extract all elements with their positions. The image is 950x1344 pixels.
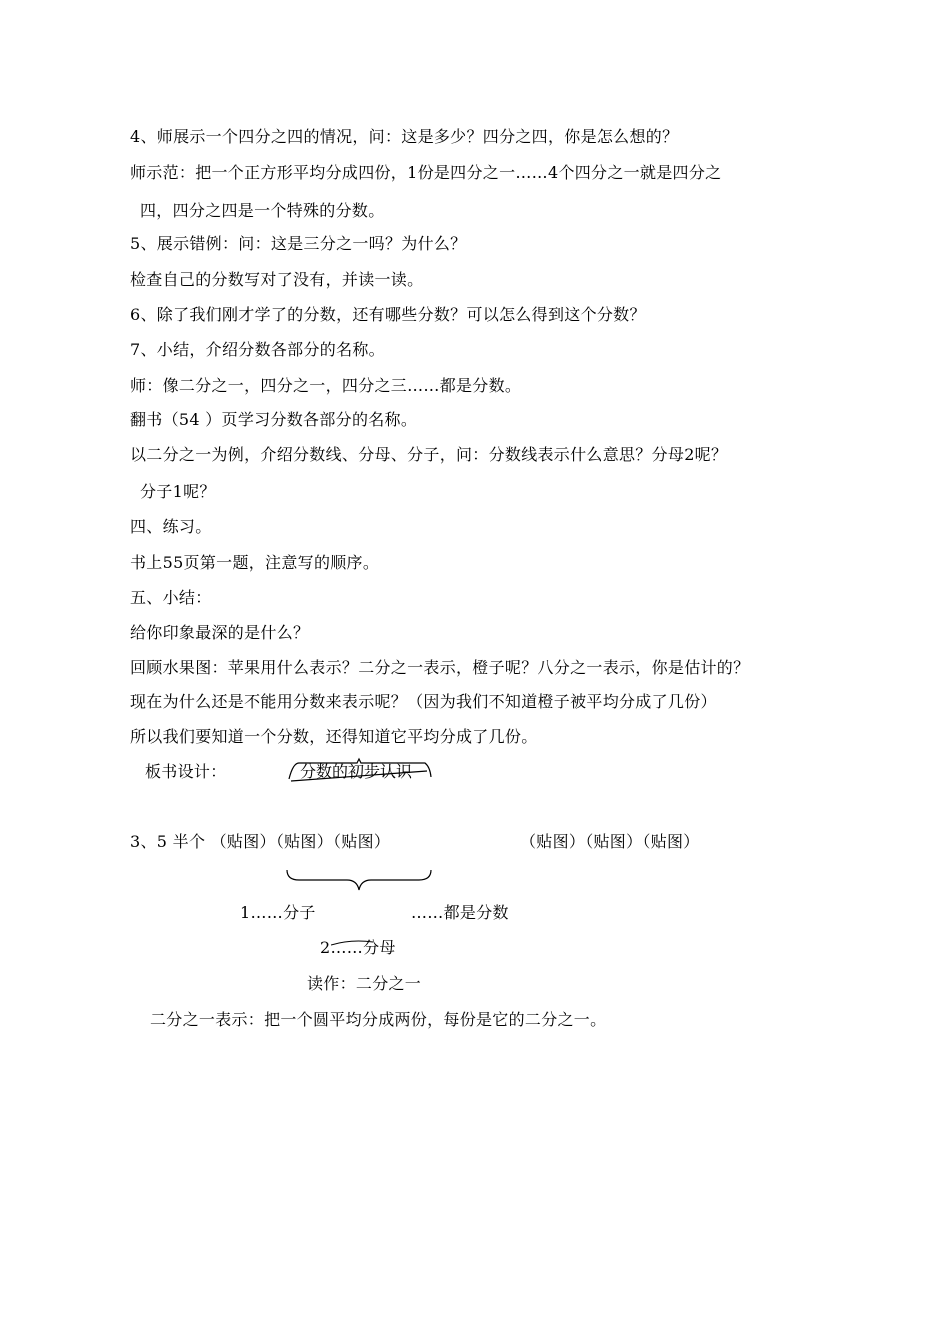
paragraph-step-4: 4、师展示一个四分之四的情况，问：这是多少？四分之四，你是怎么想的？ (130, 127, 679, 146)
paragraph-check: 检查自己的分数写对了没有，并读一读。 (130, 270, 424, 289)
paragraph-teacher-demo: 师示范：把一个正方形平均分成四份，1份是四分之一……4个四分之一就是四分之 (130, 163, 722, 182)
board-row-left: 3、5 半个 （贴图）（贴图）（贴图） (130, 832, 391, 851)
denominator-label: 2……分母 (320, 938, 396, 957)
paragraph-open-book: 翻书（54 ）页学习分数各部分的名称。 (130, 410, 418, 429)
board-label: 板书设计： (145, 762, 227, 781)
paragraph-example-half: 以二分之一为例，介绍分数线、分母、分子，问：分数线表示什么意思？分母2呢？ (130, 445, 728, 464)
paragraph-conclusion: 所以我们要知道一个分数，还得知道它平均分成了几份。 (130, 727, 538, 746)
paragraph-practice: 书上55页第一题，注意写的顺序。 (130, 553, 380, 572)
paragraph-example-half-cont: 分子1呢？ (140, 482, 216, 501)
paragraph-step-7: 7、小结，介绍分数各部分的名称。 (130, 340, 385, 359)
heading-summary: 五、小结： (130, 588, 212, 607)
paragraph-impression: 给你印象最深的是什么？ (130, 623, 310, 642)
half-meaning-text: 二分之一表示：把一个圆平均分成两份，每份是它的二分之一。 (150, 1010, 607, 1029)
all-fractions-label: ……都是分数 (411, 903, 509, 922)
paragraph-teacher-demo-cont: 四，四分之四是一个特殊的分数。 (140, 201, 385, 220)
board-title (285, 757, 435, 789)
paragraph-step-5: 5、展示错例：问：这是三分之一吗？为什么？ (130, 234, 467, 253)
curly-brace-icon (283, 868, 435, 894)
heading-practice: 四、练习。 (130, 517, 212, 536)
board-title-text: 分数的初步认识 (300, 762, 413, 781)
paragraph-step-6: 6、除了我们刚才学了的分数，还有哪些分数？可以怎么得到这个分数？ (130, 305, 646, 324)
paragraph-teacher-examples: 师：像二分之一，四分之一，四分之三……都是分数。 (130, 376, 522, 395)
board-row-right: （贴图）（贴图）（贴图） (520, 832, 700, 851)
paragraph-review-fruit: 回顾水果图：苹果用什么表示？二分之一表示，橙子呢？八分之一表示，你是估计的？ (130, 658, 750, 677)
read-as-label: 读作：二分之一 (307, 974, 422, 993)
numerator-label: 1……分子 (240, 903, 316, 922)
paragraph-why-not: 现在为什么还是不能用分数来表示呢？（因为我们不知道橙子被平均分成了几份） (130, 692, 717, 711)
